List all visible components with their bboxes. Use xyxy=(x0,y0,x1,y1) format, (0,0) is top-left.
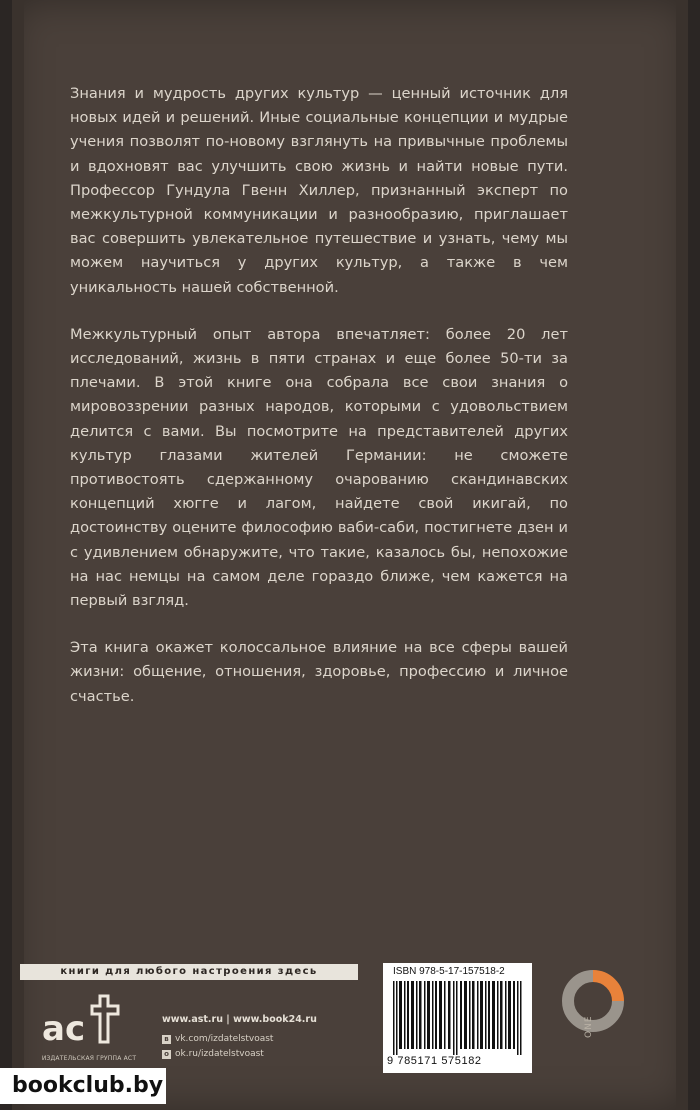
vk-icon: в xyxy=(162,1035,171,1044)
barcode-digits: 9 785171 575182 xyxy=(387,1055,482,1067)
description-text xyxy=(70,82,568,732)
cover-edge-left xyxy=(12,0,24,1110)
publisher-logo-subtitle: ИЗДАТЕЛЬСКАЯ ГРУППА АСТ xyxy=(41,1055,137,1062)
barcode-panel xyxy=(383,963,532,1073)
publisher-websites[interactable]: www.ast.ru | www.book24.ru xyxy=(162,1014,317,1025)
ok-icon: о xyxy=(162,1050,171,1059)
svg-text:ac: ac xyxy=(42,1009,86,1049)
publisher-slogan-band: книги для любого настроения здесь xyxy=(20,964,358,980)
description-paragraph-1: Знания и мудрость других культур — ценный источник для новых идей и решений. Иные социальные концепции и мудрые учения позволят по-новому взглянуть на привычные проблемы и вдохновят вас улучшить свою жизнь и найти новые пути. Профессор Гундула Гвенн Хиллер, признанный эксперт по межкультурной коммуникации и разнообразию, приглашает вас совершить увлекательное путешествие и узнать, чему мы можем научиться у других культур, а также в чем уникальность нашей собственной. xyxy=(70,85,568,296)
ok-link[interactable] xyxy=(162,1049,264,1059)
isbn-number: ISBN 978-5-17-157518-2 xyxy=(393,966,505,977)
barcode-image xyxy=(391,981,524,1055)
publisher-logo xyxy=(36,990,132,1058)
imprint-name: ONE xyxy=(584,1015,594,1038)
vk-link-text: vk.com/izdatelstvoast xyxy=(175,1034,274,1044)
vk-link[interactable] xyxy=(162,1034,273,1044)
ok-link-text: ok.ru/izdatelstvoast xyxy=(175,1049,264,1059)
description-paragraph-3: Эта книга окажет колоссальное влияние на все сферы вашей жизни: общение, отношения, здоровье, профессию и личное счастье. xyxy=(70,639,568,705)
cover-edge-right xyxy=(676,0,688,1110)
site-watermark: bookclub.by xyxy=(0,1068,166,1104)
description-paragraph-2: Межкультурный опыт автора впечатляет: более 20 лет исследований, жизнь в пяти странах и еще более 50-ти за плечами. В этой книге она собрала все свои знания о мировоззрении разных народов, которыми с удовольствием делится с вами. Вы посмотрите на представителей других культур глазами жителей Германии: не сможете противостоять сдержанному очарованию скандинавских концепций хюгге и лагом, найдете свой икигай, по достоинству оцените философию ваби-саби, постигнете дзен и с удивлением обнаружите, что такие, казалось бы, непохожие на нас немцы на самом деле гораздо ближе, чем кажется на первый взгляд. xyxy=(70,325,568,610)
